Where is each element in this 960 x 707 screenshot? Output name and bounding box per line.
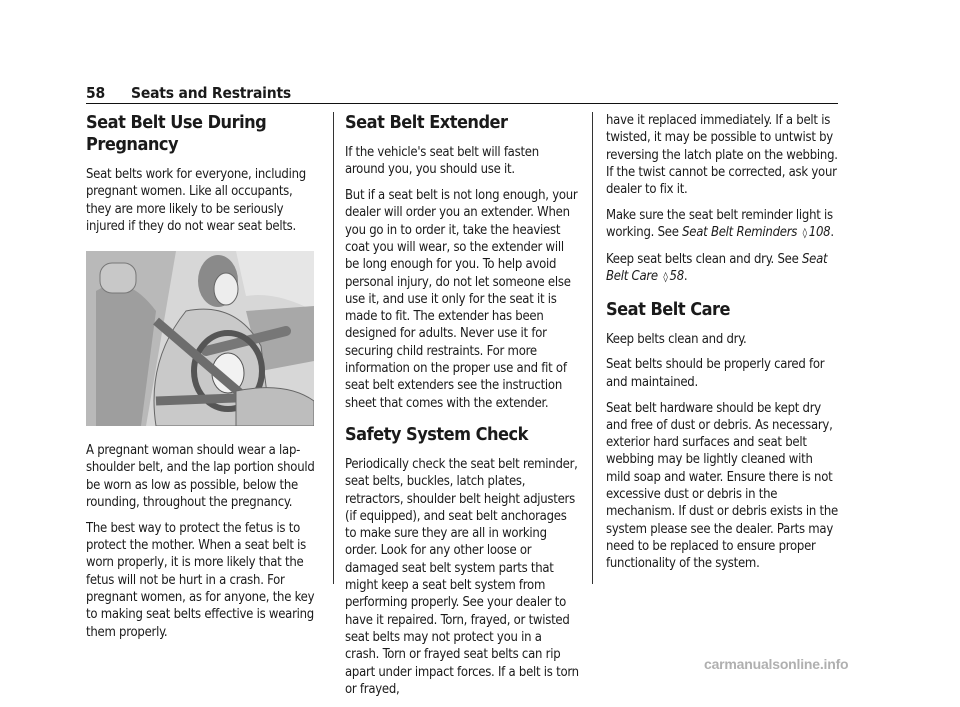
- column-divider-2: [592, 112, 593, 584]
- reference-icon: ◊: [802, 228, 807, 240]
- paragraph: The best way to protect the fetus is to protect the mother. When a seat belt is worn properly, it is more likely that the fetus will not be hurt in a crash. For pregnant women, as for anyone, the key to making seat belts effective is wearing them properly.: [86, 520, 315, 640]
- page-reference[interactable]: 108: [808, 225, 831, 241]
- heading-pregnancy: Seat Belt Use During Pregnancy: [86, 112, 267, 155]
- paragraph: A pregnant woman should wear a lap-shoulder belt, and the lap portion should be worn as low as possible, below the rounding, throughout the pregnancy.: [86, 443, 315, 511]
- paragraph: have it replaced immediately. If a belt is twisted, it may be possible to untwist by reversing the latch plate on the webbing. If the twist cannot be corrected, ask your dealer to fix it.: [606, 113, 838, 198]
- paragraph: But if a seat belt is not long enough, your dealer will order you an extender. When you go in to order it, take the heaviest coat you will wear, so the extender will be long enough for you. To help avoid personal injury, do not let someone else use it, and use it only for the seat it is made to fit. The extender has been designed for adults. Never use it for securing child restraints. For more information on the proper use and fit of seat belt extenders see the instruction sheet that comes with the extender.: [345, 188, 578, 411]
- paragraph: Keep seat belts clean and dry. See Seat Belt Care ◊ 58.: [606, 252, 828, 285]
- paragraph: Keep belts clean and dry.: [606, 331, 747, 347]
- heading-belt-care: Seat Belt Care: [606, 298, 730, 320]
- heading-safety-check: Safety System Check: [345, 423, 528, 445]
- paragraph: Seat belts work for everyone, including pregnant women. Like all occupants, they are more likely to be seriously injured if they do not wear seat belts.: [86, 167, 306, 234]
- cross-reference-link[interactable]: Seat Belt Care: [606, 252, 828, 285]
- column-3: [606, 112, 840, 581]
- reference-icon: ◊: [663, 272, 668, 284]
- cross-reference-link[interactable]: Seat Belt Reminders: [682, 225, 798, 241]
- paragraph: Periodically check the seat belt reminder, seat belts, buckles, latch plates, retractors, shoulder belt height adjusters (if equipped), and seat belt anchorages to make sure they are all in working order. Look for any other loose or damaged seat belt system parts that might keep a seat belt system from performing properly. See your dealer to have it repaired. Torn, frayed, or twisted seat belts may not protect you in a crash. Torn or frayed seat belts can rip apart under impact forces. If a belt is torn or frayed,: [345, 456, 579, 697]
- pregnant-woman-illustration: [86, 251, 314, 426]
- paragraph: If the vehicle's seat belt will fasten around you, you should use it.: [345, 145, 539, 178]
- column-divider-1: [333, 112, 334, 584]
- page-header: [86, 83, 838, 104]
- heading-extender: Seat Belt Extender: [345, 112, 508, 133]
- column-2: [345, 112, 579, 707]
- page-number: 58: [86, 84, 106, 102]
- paragraph: Make sure the seat belt reminder light is working. See Seat Belt Reminders ◊ 108.: [606, 207, 834, 241]
- paragraph: Seat belt hardware should be kept dry and free of dust or debris. As necessary, exterior hard surfaces and seat belt webbing may be lightly cleaned with mild soap and water. Ensure there is not excessive dust or debris in the mechanism. If dust or debris exists in the system please see the dealer. Parts may need to be replaced to ensure proper functionality of the system.: [606, 400, 838, 572]
- paragraph: Seat belts should be properly cared for and maintained.: [606, 357, 825, 390]
- page-reference[interactable]: 58: [669, 269, 684, 285]
- column-1: [86, 112, 320, 649]
- section-title: Seats and Restraints: [131, 84, 292, 102]
- watermark: carmanualsonline.info: [704, 656, 849, 672]
